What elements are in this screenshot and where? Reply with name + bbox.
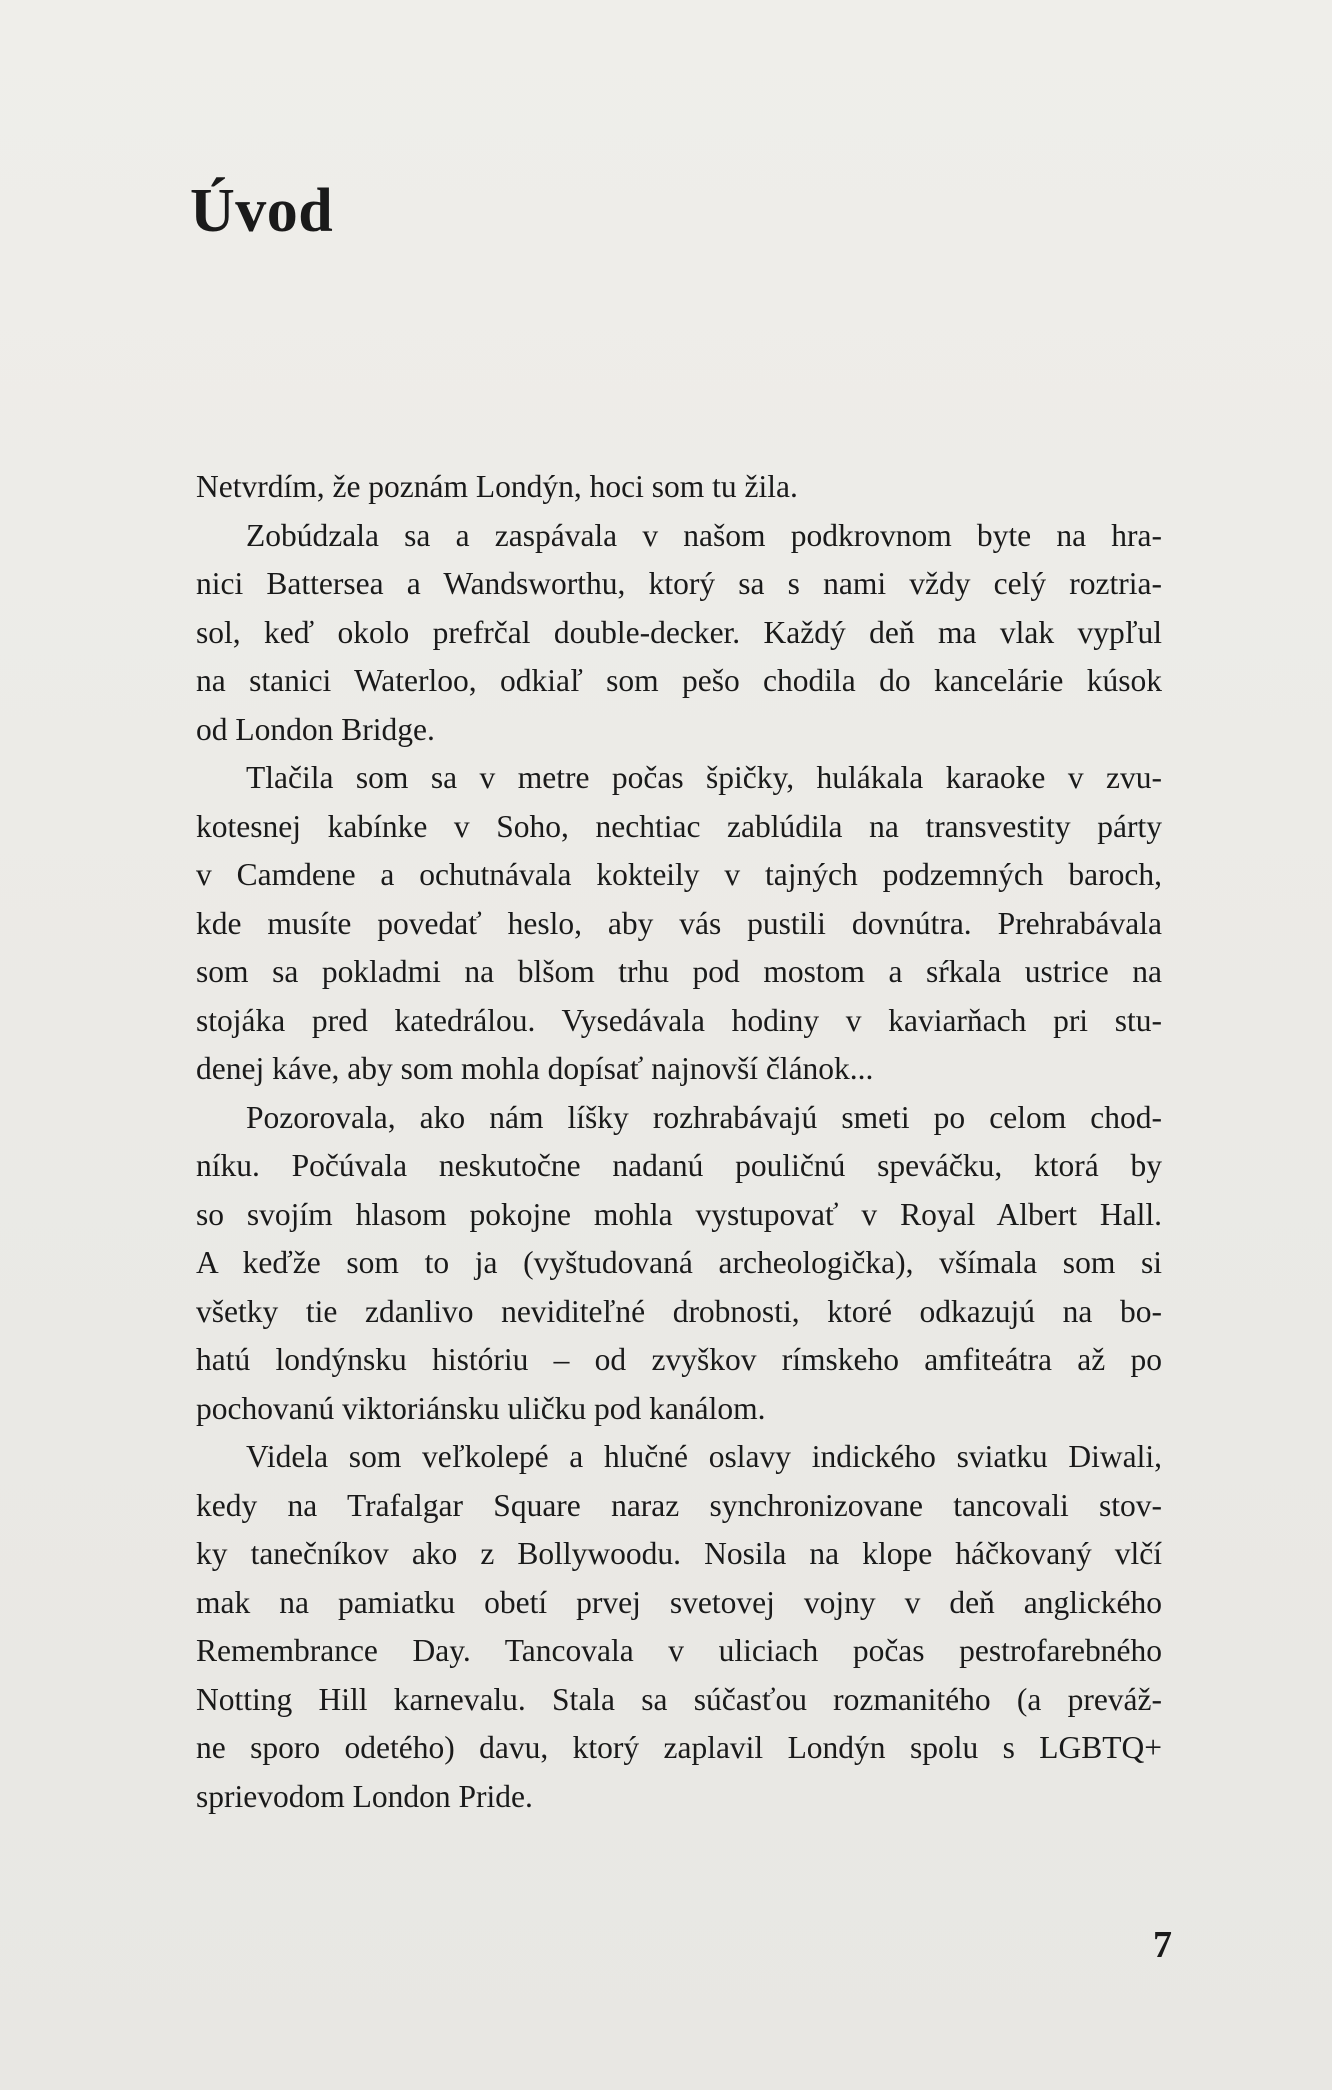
text-line: níku. Počúvala neskutočne nadanú pouličnú speváčku, ktorá by xyxy=(196,1148,1162,1183)
text-line: Remembrance Day. Tancovala v uliciach počas pestrofarebného xyxy=(196,1633,1162,1668)
text-line: sol, keď okolo prefrčal double-decker. Každý deň ma vlak vypľul xyxy=(196,614,1162,650)
text-line: A keďže som to ja (vyštudovaná archeologička), všímala som si xyxy=(196,1245,1162,1280)
paragraph xyxy=(196,1433,1162,1821)
text-line: stojáka pred katedrálou. Vysedávala hodiny v kaviarňach pri stu- xyxy=(196,1002,1162,1038)
text-line: Videla som veľkolepé a hlučné oslavy indického sviatku Diwali, xyxy=(246,1439,1162,1474)
text-line: Zobúdzala sa a zaspávala v našom podkrovnom byte na hra- xyxy=(246,517,1162,553)
paragraph xyxy=(196,512,1162,755)
text-line: Tlačila som sa v metre počas špičky, hulákala karaoke v zvu- xyxy=(246,760,1162,795)
text-line: hatú londýnsku históriu – od zvyškov rímskeho amfiteátra až po xyxy=(196,1342,1162,1377)
paragraph xyxy=(196,463,1162,512)
text-line: denej káve, aby som mohla dopísať najnovší článok... xyxy=(196,1051,874,1086)
text-line: mak na pamiatku obetí prvej svetovej vojny v deň anglického xyxy=(196,1584,1162,1620)
text-line: Notting Hill karnevalu. Stala sa súčasťou rozmanitého (a preváž- xyxy=(196,1681,1162,1717)
text-line: ne sporo odetého) davu, ktorý zaplavil Londýn spolu s LGBTQ+ xyxy=(196,1730,1162,1765)
text-line: som sa pokladmi na blšom trhu pod mostom a sŕkala ustrice na xyxy=(196,954,1162,989)
text-line: v Camdene a ochutnávala kokteily v tajných podzemných baroch, xyxy=(196,857,1162,892)
paragraph xyxy=(196,754,1162,1094)
paragraph xyxy=(196,1094,1162,1434)
body-text xyxy=(196,463,1162,1821)
text-line: pochovanú viktoriánsku uličku pod kanálom. xyxy=(196,1390,766,1426)
text-line: na stanici Waterloo, odkiaľ som pešo chodila do kancelárie kúsok xyxy=(196,663,1162,698)
text-line: kedy na Trafalgar Square naraz synchronizovane tancovali stov- xyxy=(196,1487,1162,1523)
text-line: kde musíte povedať heslo, aby vás pustili dovnútra. Prehrabávala xyxy=(196,905,1162,941)
text-line: nici Battersea a Wandsworthu, ktorý sa s nami vždy celý roztria- xyxy=(196,566,1162,601)
text-line: ky tanečníkov ako z Bollywoodu. Nosila na klope háčkovaný vlčí xyxy=(196,1536,1162,1571)
text-line: všetky tie zdanlivo neviditeľné drobnosti, ktoré odkazujú na bo- xyxy=(196,1293,1162,1329)
text-line: so svojím hlasom pokojne mohla vystupovať v Royal Albert Hall. xyxy=(196,1196,1162,1232)
text-line: kotesnej kabínke v Soho, nechtiac zablúdila na transvestity párty xyxy=(196,808,1162,844)
text-line: Netvrdím, že poznám Londýn, hoci som tu žila. xyxy=(196,469,798,504)
text-line: od London Bridge. xyxy=(196,711,435,747)
chapter-title: Úvod xyxy=(190,177,334,245)
text-line: Pozorovala, ako nám líšky rozhrabávajú smeti po celom chod- xyxy=(246,1099,1162,1135)
text-line: sprievodom London Pride. xyxy=(196,1778,533,1814)
page-number: 7 xyxy=(1153,1924,1172,1966)
